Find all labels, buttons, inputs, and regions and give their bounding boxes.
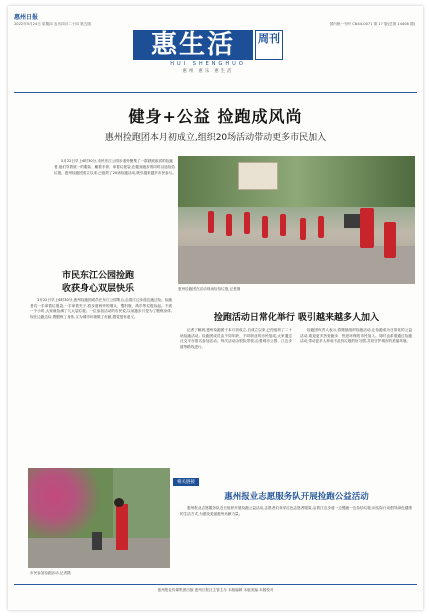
footer-credits: 惠州报业传媒集团出版 惠州日报社主管主办 本版编辑 本版美编 本版校对: [157, 588, 274, 592]
story-4-title: 惠州报业志愿服务队开展捡跑公益活动: [224, 492, 369, 502]
section-pinyin: HUI SHENGHUO: [170, 61, 246, 67]
header-divider: [14, 92, 417, 93]
story-2-photo: [28, 468, 170, 568]
story-2-title-line2: 收获身心双层快乐: [61, 284, 134, 294]
lead-headline: 健身+公益 捡跑成风尚: [128, 107, 303, 126]
date-line: 2022年5月24日 星期四 农历四月二十四 第五版: [14, 22, 91, 26]
lead-photo: [178, 156, 415, 284]
section-slogan: 惠州 惠乐 惠生活: [182, 69, 234, 74]
story-2-title-line1: 市民东江公园捡跑: [61, 271, 134, 281]
lead-photo-caption: 惠州捡跑团在活动现场捡拾垃圾,记者摄: [178, 287, 241, 291]
related-link-badge: 相关链接: [173, 478, 199, 486]
story-2-body: 3月22日早上6时30分,惠州捡跑团成员在东江公园集合,沿着江边步道边跑边捡。捡跑者们一手拿着垃圾袋,一手拿着夹子,将步道两旁的烟头、塑料瓶、纸巾等垃圾捡起。不到一个小时,大家就捡满了几大袋垃圾。一位参加活动的市民说,以前跑步只是为了锻炼身体,现在边跑边捡,既锻炼了身体,又为城市环境做了贡献,感觉很有意义。: [30, 298, 172, 319]
newspaper-page: [8, 6, 423, 610]
section-title-block: [133, 30, 293, 72]
newspaper-logo: 惠州日报: [14, 14, 39, 21]
section-tag: 周刊: [255, 30, 283, 60]
story-3-body-right: 捡跑团负责人表示,将继续组织捡跑活动,让捡跑成为日常化的公益活动,欢迎更多热爱跑步、热爱环保的市民加入。同时也希望通过捡跑活动,带动更多人养成不乱扔垃圾的好习惯,共同守护城市的美丽环境。: [300, 328, 412, 344]
story-3-title: 捡跑活动日常化举行 吸引越来越多人加入: [213, 313, 380, 323]
lead-subhead: 惠州捡跑团本月初成立,组织20场活动带动更多市民加入: [104, 133, 327, 143]
issue-line: 国内统一刊号 CN44-0071 第 17 版(总第 14408 期): [329, 22, 415, 26]
story-2-photo-caption: 市民参加捡跑活动,记者摄: [30, 571, 71, 575]
story-4-body: 惠州报业志愿服务队近日组织开展捡跑公益活动,志愿者们身穿红色志愿者服装,沿着江边步道一边慢跑一边捡拾垃圾,用实际行动倡导绿色健康的生活方式,为建设美丽惠州贡献力量。: [180, 506, 412, 516]
lead-text: 5月22日早上6时30分,市民东江公园步道旁聚集了一群跃跃欲试的捡跑者,他们穿着统一的服装、戴着手套、拿着垃圾袋,在健身跑步的同时沿途捡拾垃圾。惠州捡跑团成立以来,已组织了20场捡跑活动,吸引越来越多市民参与。: [54, 159, 176, 175]
section-title: 惠生活: [133, 30, 253, 60]
story-3-body-left: 记者了解到,惠州捡跑团于本月初成立,自成立以来,已经组织了二十场捡跑活动。捡跑团成员由不同年龄、不同职业的市民组成,大家通过社交平台报名参加活动。每次活动由领队带领,沿着城市公园、江边步道等路线进行。: [180, 328, 292, 349]
footer-divider: [14, 584, 417, 585]
